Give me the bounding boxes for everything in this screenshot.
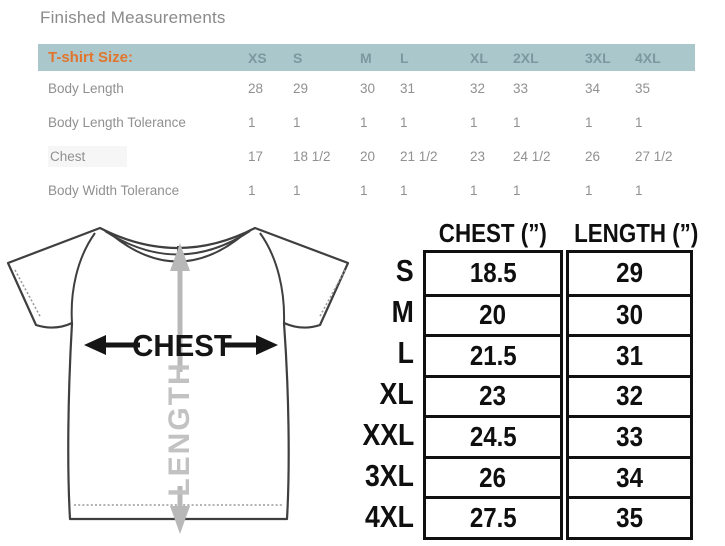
col-header-xl: XL xyxy=(470,49,488,66)
table-cell: 1 xyxy=(635,182,643,198)
table-cell: 27 1/2 xyxy=(635,148,673,164)
table-cell: 1 xyxy=(513,114,521,130)
table-cell: 34 xyxy=(585,80,601,96)
chest-label-highlight: Chest xyxy=(48,146,127,167)
table-cell: 1 xyxy=(470,182,478,198)
row-label-chest xyxy=(38,149,248,164)
col-header-s: S xyxy=(293,49,303,66)
table-cell: 32 xyxy=(470,80,486,96)
row-label-body-length: Body Length xyxy=(48,80,124,96)
size-label-column xyxy=(348,250,414,537)
table-cell: 1 xyxy=(293,114,301,130)
table-cell: 1 xyxy=(400,182,408,198)
col-header-2xl: 2XL xyxy=(513,49,539,66)
length-value: 33 xyxy=(569,415,690,456)
length-label: LENGTH xyxy=(163,361,196,497)
chest-value: 23 xyxy=(426,375,560,416)
size-label: S xyxy=(396,253,414,288)
chest-value: 21.5 xyxy=(426,334,560,375)
col-header-3xl: 3XL xyxy=(585,49,611,66)
tshirt-diagram xyxy=(0,212,360,546)
size-header-band xyxy=(38,44,695,71)
chest-column-header-text: CHEST (”) xyxy=(438,218,548,248)
table-cell: 1 xyxy=(585,182,593,198)
page-title: Finished Measurements xyxy=(40,8,226,27)
table-cell: 1 xyxy=(248,114,256,130)
length-value: 35 xyxy=(569,496,690,537)
chest-value: 26 xyxy=(426,456,560,497)
col-header-xs: XS xyxy=(248,49,267,66)
table-cell: 24 1/2 xyxy=(513,148,551,164)
size-label: 3XL xyxy=(365,458,414,493)
table-cell: 35 xyxy=(635,80,651,96)
table-cell: 29 xyxy=(293,80,309,96)
table-cell: 21 1/2 xyxy=(400,148,438,164)
chest-measurements-column xyxy=(423,250,563,540)
chest-value: 24.5 xyxy=(426,415,560,456)
length-value: 29 xyxy=(616,257,643,289)
table-cell: 1 xyxy=(360,114,368,130)
size-label: XL xyxy=(379,376,414,411)
table-cell: 17 xyxy=(248,148,264,164)
table-cell: 1 xyxy=(400,114,408,130)
tshirt-size-label: T-shirt Size: xyxy=(48,49,134,66)
length-value: 31 xyxy=(569,334,690,375)
size-label: L xyxy=(397,335,414,370)
length-column-header-text: LENGTH (”) xyxy=(574,218,699,248)
table-cell: 18 1/2 xyxy=(293,148,331,164)
table-cell: 33 xyxy=(513,80,529,96)
table-cell: 1 xyxy=(585,114,593,130)
size-label: 4XL xyxy=(365,499,414,534)
table-cell: 1 xyxy=(635,114,643,130)
table-cell: 28 xyxy=(248,80,264,96)
length-value: 32 xyxy=(569,375,690,416)
size-label: M xyxy=(391,294,414,329)
row-label-body-width-tolerance: Body Width Tolerance xyxy=(48,182,180,198)
table-cell: 31 xyxy=(400,80,416,96)
length-column-header xyxy=(564,218,699,248)
chest-value: 27.5 xyxy=(426,496,560,537)
length-value: 34 xyxy=(569,456,690,497)
col-header-4xl: 4XL xyxy=(635,49,661,66)
chest-column-header xyxy=(423,219,563,247)
table-cell: 1 xyxy=(248,182,256,198)
chest-label: CHEST xyxy=(132,329,232,364)
chest-value: 20 xyxy=(426,294,560,335)
table-cell: 30 xyxy=(360,80,376,96)
table-cell: 1 xyxy=(513,182,521,198)
size-label: XXL xyxy=(362,417,414,452)
table-cell: 20 xyxy=(360,148,376,164)
col-header-m: M xyxy=(360,49,372,66)
table-cell: 1 xyxy=(293,182,301,198)
chest-value: 18.5 xyxy=(469,257,517,289)
row-label-body-length-tolerance: Body Length Tolerance xyxy=(48,114,186,130)
table-cell: 1 xyxy=(360,182,368,198)
col-header-l: L xyxy=(400,49,409,66)
table-cell: 23 xyxy=(470,148,486,164)
length-value: 30 xyxy=(569,294,690,335)
measurements-table xyxy=(38,71,695,207)
length-measurements-column xyxy=(566,250,693,540)
table-cell: 26 xyxy=(585,148,601,164)
table-cell: 1 xyxy=(470,114,478,130)
